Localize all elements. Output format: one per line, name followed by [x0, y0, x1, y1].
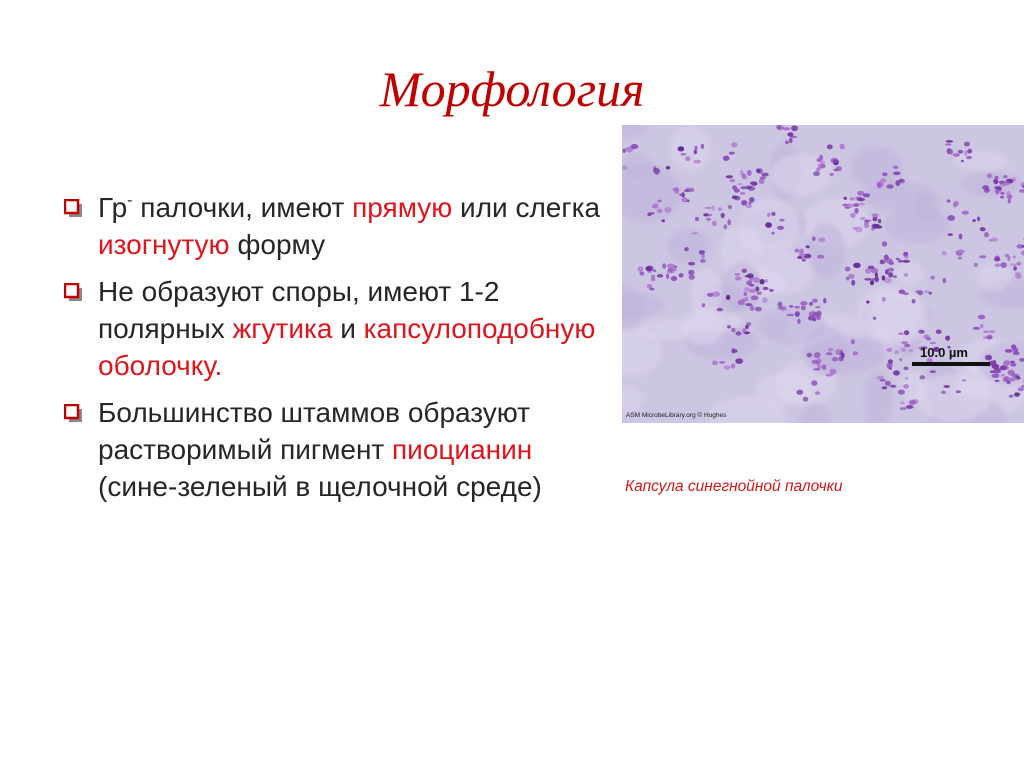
bullet-item-1	[62, 190, 602, 264]
bullet-2-text-2: и	[332, 312, 364, 344]
bullet-2-highlight-2: капсулоподобную оболочку.	[98, 312, 596, 381]
scale-bar-label: 10.0 µm	[920, 345, 968, 360]
checkbox-square-icon	[64, 404, 83, 423]
bullet-3-text-1: Большинство штаммов образуют растворимый пигмент	[98, 396, 531, 465]
bullet-3-text-2: (сине-зеленый в щелочной среде)	[98, 470, 542, 502]
checkbox-square-icon	[64, 199, 83, 218]
bullet-2-text-1: Не образуют споры, имеют 1-2 полярных	[98, 275, 500, 344]
bullet-1-highlight-2: изогнутую	[98, 228, 230, 260]
bullet-1-text-4: форму	[229, 228, 326, 260]
checkbox-square-icon	[64, 283, 83, 302]
slide-title: Морфология	[379, 61, 645, 117]
image-caption: Капсула синегнойной палочки	[625, 478, 843, 495]
bullet-2-highlight-1: жгутика	[232, 312, 333, 344]
bullet-1-text-3: или слегка	[452, 192, 601, 223]
bullet-1-text-1: Гр	[98, 192, 128, 223]
image-credit: ASM MicrobeLibrary.org © Hughes	[626, 412, 727, 419]
bullet-item-2	[62, 274, 602, 385]
bullet-1-highlight-1: прямую	[352, 192, 453, 223]
bullet-3-highlight-1: пиоцианин	[392, 433, 533, 465]
bullet-1-superscript: -	[127, 192, 133, 209]
bullet-1-text-2: палочки, имеют	[132, 192, 353, 223]
bullet-item-3	[62, 395, 602, 506]
micrograph-image	[622, 125, 1024, 423]
bullet-list	[62, 190, 602, 516]
scale-bar	[912, 362, 990, 366]
